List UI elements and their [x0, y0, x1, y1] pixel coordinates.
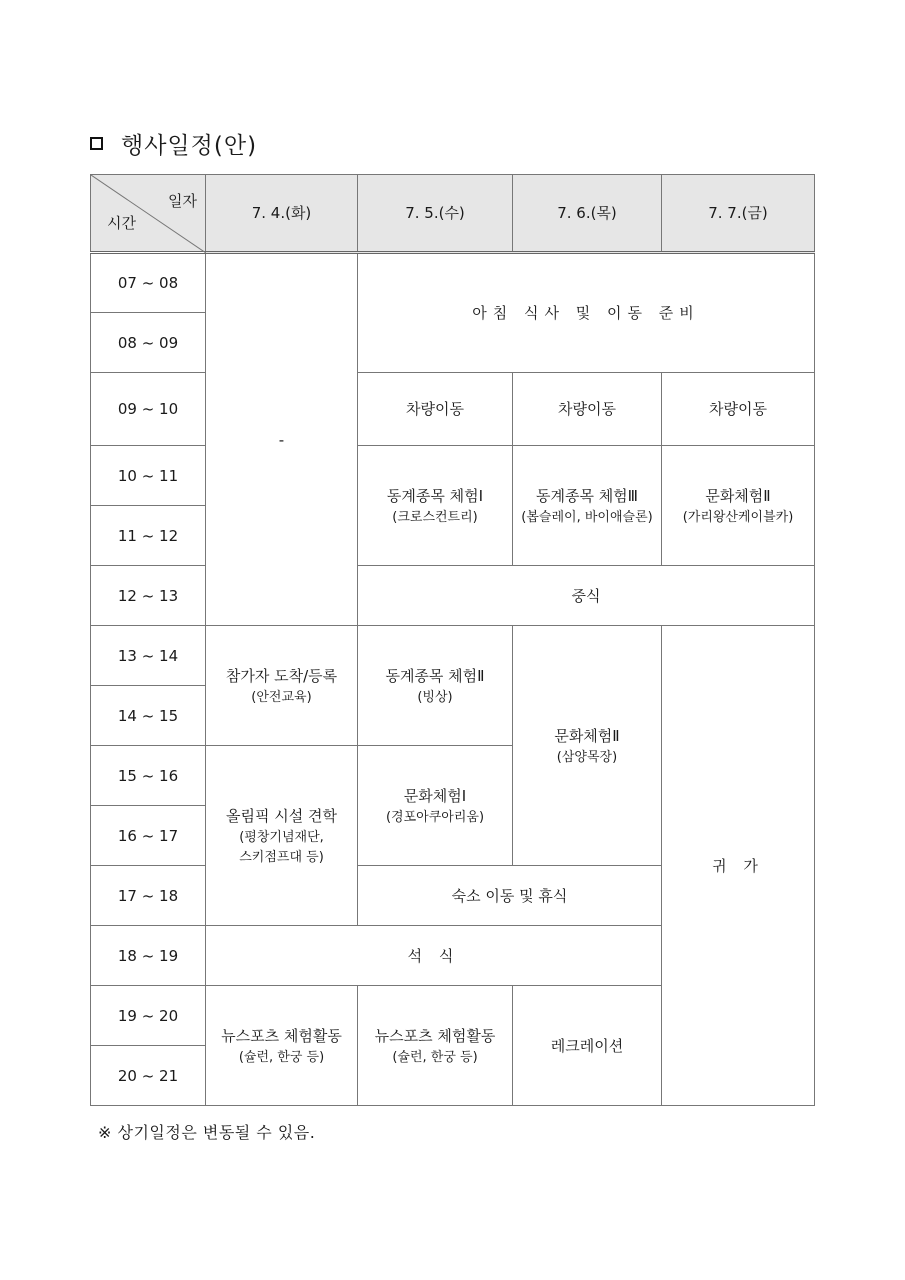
- corner-label-date: 일자: [168, 192, 197, 210]
- day1-arrival-cell: 참가자 도착/등록 (안전교육): [206, 626, 358, 746]
- day2-evening-cell: 뉴스포츠 체험활동 (슐런, 한궁 등): [358, 986, 513, 1106]
- day1-tour-cell: 올림픽 시설 견학 (평창기념재단, 스키점프대 등): [206, 746, 358, 926]
- section-title-text: 행사일정(안): [121, 132, 258, 159]
- day1-evening-cell: 뉴스포츠 체험활동 (슐런, 한궁 등): [206, 986, 358, 1106]
- lodging-cell: 숙소 이동 및 휴식: [358, 866, 662, 926]
- time-cell: 07 ~ 08: [91, 253, 206, 313]
- footnote: ※ 상기일정은 변동될 수 있음.: [98, 1123, 316, 1142]
- lunch-cell: 중식: [358, 566, 815, 626]
- corner-label-time: 시간: [107, 214, 136, 232]
- time-cell: 19 ~ 20: [91, 986, 206, 1046]
- day-header: 7. 4.(화): [206, 175, 358, 253]
- table-row: [91, 626, 815, 686]
- day-header: 7. 7.(금): [662, 175, 815, 253]
- day1-morning-cell: -: [206, 253, 358, 626]
- time-cell: 13 ~ 14: [91, 626, 206, 686]
- header-row: [91, 175, 815, 253]
- table-row: [91, 446, 815, 506]
- day-header: 7. 5.(수): [358, 175, 513, 253]
- time-cell: 15 ~ 16: [91, 746, 206, 806]
- table-row: [91, 253, 815, 313]
- day-header: 7. 6.(목): [513, 175, 662, 253]
- table-row: [91, 373, 815, 446]
- time-cell: 09 ~ 10: [91, 373, 206, 446]
- schedule-table: [90, 174, 815, 1106]
- morning-prep-cell: 아침 식사 및 이동 준비: [358, 253, 815, 373]
- day3-am-activity: 동계종목 체험Ⅲ (봅슬레이, 바이애슬론): [513, 446, 662, 566]
- vehicle-move-cell: 차량이동: [662, 373, 815, 446]
- time-cell: 16 ~ 17: [91, 806, 206, 866]
- time-cell: 14 ~ 15: [91, 686, 206, 746]
- time-cell: 20 ~ 21: [91, 1046, 206, 1106]
- table-row: [91, 566, 815, 626]
- day2-pm-activity: 동계종목 체험Ⅱ (빙상): [358, 626, 513, 746]
- time-cell: 12 ~ 13: [91, 566, 206, 626]
- time-cell: 17 ~ 18: [91, 866, 206, 926]
- day3-evening-cell: 레크레이션: [513, 986, 662, 1106]
- vehicle-move-cell: 차량이동: [358, 373, 513, 446]
- day4-am-activity: 문화체험Ⅱ (가리왕산케이블카): [662, 446, 815, 566]
- day4-return-cell: 귀 가: [662, 626, 815, 1106]
- day3-pm-activity: 문화체험Ⅱ (삼양목장): [513, 626, 662, 866]
- day2-am-activity: 동계종목 체험Ⅰ (크로스컨트리): [358, 446, 513, 566]
- time-cell: 18 ~ 19: [91, 926, 206, 986]
- time-cell: 11 ~ 12: [91, 506, 206, 566]
- checkbox-square-icon: [90, 137, 103, 150]
- time-cell: 10 ~ 11: [91, 446, 206, 506]
- time-cell: 08 ~ 09: [91, 313, 206, 373]
- dinner-cell: 석 식: [206, 926, 662, 986]
- day2-culture-cell: 문화체험Ⅰ (경포아쿠아리움): [358, 746, 513, 866]
- section-title: [90, 126, 257, 160]
- corner-cell: [91, 175, 206, 253]
- vehicle-move-cell: 차량이동: [513, 373, 662, 446]
